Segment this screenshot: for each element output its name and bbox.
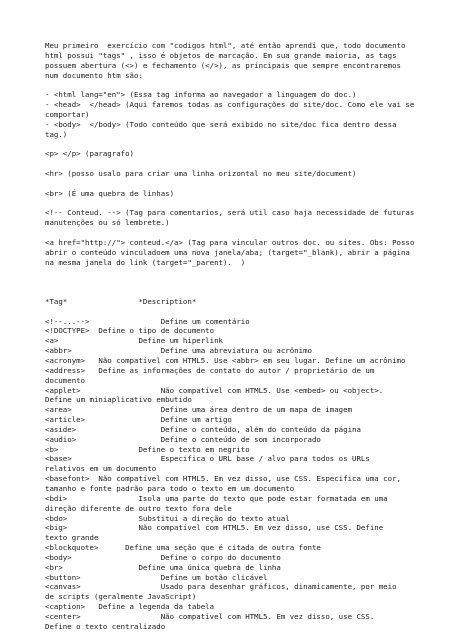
document-line: <!DOCTYPE> Define o tipo de documento (45, 326, 215, 336)
document-line (45, 228, 452, 238)
document-line: <canvas> Usado para desenhar gráficos, dinamicamente, por meio (45, 582, 397, 592)
document-line: <a> Define um hiperlink (45, 336, 223, 346)
document-line: <button> Define um botão clicável (45, 572, 268, 582)
document-line: num documento htm são: (45, 70, 143, 80)
document-line: na mesma janela do link (target="_parent). ) (45, 257, 246, 267)
document-line: <br> (É uma quebra de linhas) (45, 188, 175, 198)
document-line: <bdo> Substitui a direção do texto atual (45, 513, 290, 523)
document-line: <hr> (posso usalo para criar uma linha orizontal no meu site/document) (45, 168, 357, 178)
document-line: <body> Define o corpo do documento (45, 552, 281, 562)
document-line: <b> Define o texto em negrito (45, 444, 250, 454)
document-line: Meu primeiro exercício com "codigos html", até então aprendi que, todo documento (45, 41, 406, 50)
document-line: <aside> Define o conteúdo, além do conteúdo da página (45, 424, 361, 434)
document-line: comportar) (45, 109, 90, 119)
document-line: <abbr> Define uma abreviatura ou acrônimo (45, 346, 312, 356)
document-line (45, 199, 452, 209)
document-line (45, 179, 452, 189)
document-line: <address> Define as informações de contato do autor / proprietário de um (45, 365, 375, 375)
document-line: <!--...--> Define um comentário (45, 316, 250, 326)
document-line: <applet> Não compatível com HTML5. Use <embed> ou <object>. (45, 385, 384, 395)
document-line (45, 267, 452, 277)
document-line: <bdi> Isola uma parte do texto que pode estar formatada em uma (45, 493, 388, 503)
document-line: abrir o conteúdo vinculadoem uma nova janela/aba; (target="_blank), abrir a página (45, 247, 410, 257)
document-line: <audio> Define o conteúdo de som incorporado (45, 434, 321, 444)
document-line: de scripts (geralmente JavaScript) (45, 592, 197, 602)
document-line: possuem abertura (<>) e fechamento (</>), as principais que sempre encontraremos (45, 60, 401, 70)
document-line: texto grande (45, 533, 99, 543)
document-line: <caption> Define a legenda da tabela (45, 602, 215, 612)
document-line (45, 277, 452, 287)
document-line: tamanho e fonte padrão para todo o texto em um documento (45, 483, 295, 493)
document-line: <a href="http://"> conteud.</a> (Tag para vincular outros doc. ou sites. Obs: Posso (45, 237, 415, 247)
document-line (45, 307, 452, 317)
document-line (45, 159, 452, 169)
document-line: - <html lang="en"> (Essa tag informa ao navegador a linguagem do doc.) (45, 90, 357, 100)
document-line: *Tag* *Description* (45, 296, 197, 306)
document-line (45, 80, 452, 90)
document-line: Define o texto centralizado (45, 621, 166, 631)
document-line: Define um miniaplicativo embutido (45, 395, 192, 405)
document-line: <blockquote> Define uma seção que é citada de outra fonte (45, 543, 321, 553)
document-line: - <body> </body> (Todo conteúdo que será exibido no site/doc fica dentro dessa (45, 119, 397, 129)
document-line: <p> </p> (paragrafo) (45, 149, 134, 159)
document-line: relativos em um documento (45, 464, 157, 474)
document-line: <br> Define uma única quebra de linha (45, 562, 281, 572)
document-line (45, 287, 452, 297)
document-line: - <head> </head> (Aqui faremos todas as configurações do site/doc. Como ele vai se (45, 100, 415, 110)
document-line: direção diferente de outro texto fora dele (45, 503, 232, 513)
document-line: html possui "tags" , isso é objetos de marcação. Em sua grande maioria, as tags (45, 50, 397, 60)
document-line: manutenções ou só lembrete.) (45, 218, 170, 228)
document-line: <!-- Conteud. --> (Tag para comentarios, será util caso haja necessidade de futuras (45, 208, 415, 218)
document-line (45, 139, 452, 149)
document-line: <big> Não compatível com HTML5. Em vez disso, use CSS. Define (45, 523, 384, 533)
document-line: documento (45, 375, 86, 385)
document-line: <area> Define uma área dentro de um mapa de imagem (45, 405, 353, 415)
document-line: <center> Não compatível com HTML5. Em vez disso, use CSS. (45, 611, 375, 621)
document-line: <acronym> Não compatível com HTML5. Use <abbr> em seu lugar. Define um acrônimo (45, 356, 406, 365)
document-line: <basefont> Não compatível com HTML5. Em vez disso, use CSS. Especifica uma cor, (45, 474, 401, 484)
document-line: <base> Especifica o URL base / alvo para todos os URLs (45, 454, 370, 464)
document-line: <article> Define um artigo (45, 415, 232, 425)
document-line: tag.) (45, 129, 68, 139)
